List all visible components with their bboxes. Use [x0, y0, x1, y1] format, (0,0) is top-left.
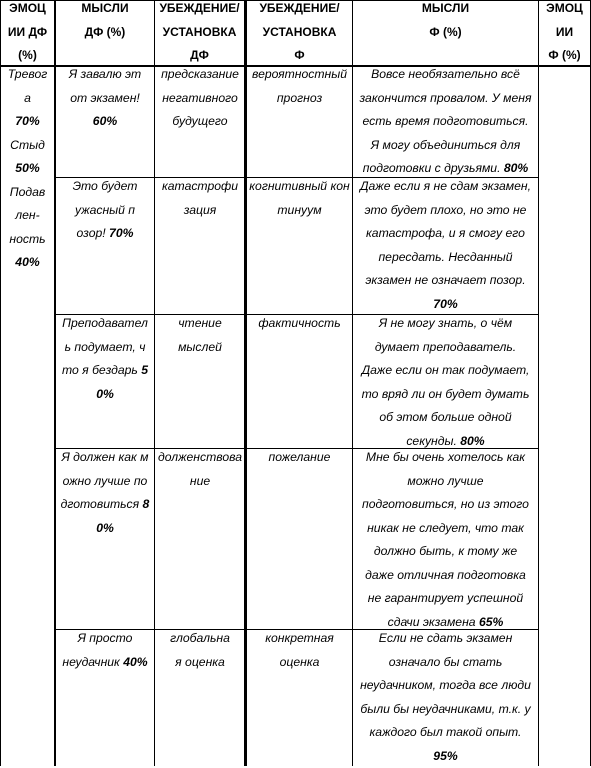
thought-df: Я завалю этот экзамен! 60% — [68, 67, 142, 128]
belief-df: чтение мыслей — [178, 316, 222, 354]
emotion-percent: 50% — [15, 161, 40, 175]
thought-df: Это будет ужасный позор! 70% — [72, 179, 138, 240]
header-belief-f: УБЕЖДЕНИЕ/ УСТАНОВКА Ф — [259, 1, 340, 62]
header-emotions-df: ЭМОЦ ИИ ДФ (%) — [7, 1, 48, 62]
emotion-depression: Подав — [9, 184, 46, 199]
thought-df: Преподаватель подумает, что я бездарь 50% — [62, 316, 148, 401]
thought-f: Если не сдать экзамен означало бы стать неудачником, тогда все люди были бы неудачниками, т.к. у каждого был такой опыт. 95% — [360, 631, 531, 763]
header-thoughts-df: МЫСЛИ ДФ (%) — [81, 1, 129, 39]
belief-df: долженствование — [158, 450, 242, 488]
belief-f: пожелание — [268, 450, 331, 464]
header-thoughts-f: МЫСЛИ Ф (%) — [421, 1, 470, 39]
belief-f: вероятностный прогноз — [251, 67, 347, 105]
belief-df: глобальная оценка — [170, 631, 230, 669]
thought-f: Я не могу знать, о чём думает преподаватель. Даже если он так подумает, то вряд ли он будет думать об этом больше одной секунды. 80% — [361, 316, 530, 448]
thought-f: Мне бы очень хотелось как можно лучше подготовиться, но из этого никак не следует, что так должно быть, к тому же даже отличная подготовка не гарантирует успешной сдачи экзамена 65% — [362, 450, 529, 629]
thought-df: Я просто неудачник 40% — [62, 631, 148, 669]
belief-df: катастрофизация — [162, 179, 238, 217]
thought-f: Даже если я не сдам экзамен, это будет плохо, но это не катастрофа, и я смогу его пересдать. Несданный экзамен не означает позор. 70% — [359, 179, 532, 311]
thought-df: Я должен как можно лучше подготовиться 80% — [60, 450, 150, 535]
grid-line — [538, 0, 539, 766]
grid-line — [154, 0, 155, 766]
emotion-percent: 70% — [15, 114, 40, 128]
belief-f: конкретная оценка — [265, 631, 334, 669]
belief-df: предсказание негативного будущего — [161, 67, 239, 128]
emotion-anxiety: Тревог — [7, 67, 48, 81]
emotions-df-list: Тревог а 70% Стыд 50% Подав лен- ность 40% — [0, 63, 55, 275]
thought-f: Вовсе необязательно всё закончится провалом. У меня есть время подготовиться. Я могу объединиться для подготовки с друзьями. 80% — [359, 67, 532, 175]
emotion-percent: 40% — [15, 255, 40, 269]
belief-f: фактичность — [258, 316, 341, 330]
emotion-shame: Стыд — [10, 137, 45, 152]
header-belief-df: УБЕЖДЕНИЕ/ УСТАНОВКА ДФ — [159, 1, 240, 62]
header-emotions-f: ЭМОЦ ИИ Ф (%) — [546, 1, 583, 62]
belief-f: когнитивный континуум — [249, 179, 350, 217]
